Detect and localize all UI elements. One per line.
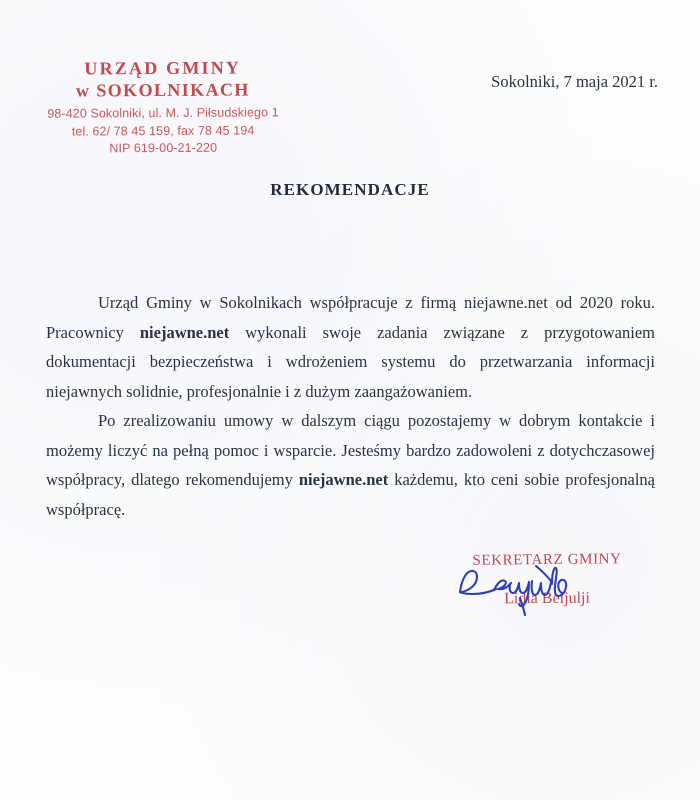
- page-title: REKOMENDACJE: [270, 180, 430, 199]
- signature-name: Lidia Beljulji: [504, 589, 590, 608]
- signature-role: SEKRETARZ GMINY: [472, 551, 622, 569]
- letterhead-phone: tel. 62/ 78 45 159, fax 78 45 194: [71, 123, 255, 139]
- signature-block: [452, 552, 642, 608]
- letterhead-organization-line1: URZĄD GMINY: [84, 57, 242, 79]
- paragraph-1-text-a: Urząd Gminy w Sokolnikach współpracuje z firmą niejawne.net od 2020 roku. Pracownicy: [46, 293, 655, 342]
- document-body: [46, 288, 655, 524]
- paragraph-2-bold-brand: niejawne.net: [298, 470, 389, 489]
- date-line: Sokolniki, 7 maja 2021 r.: [491, 72, 658, 91]
- paragraph-1-bold-brand: niejawne.net: [139, 322, 230, 342]
- letterhead-nip: NIP 619-00-21-220: [109, 140, 218, 156]
- paragraph-2-text-b: każdemu, kto ceni sobie profesjonalną współpracę.: [46, 470, 655, 519]
- letterhead-contact-details: [18, 104, 308, 159]
- letterhead-stamp: [18, 57, 309, 159]
- letterhead-address: 98-420 Sokolniki, ul. M. J. Piłsudskiego 1: [47, 105, 279, 121]
- paragraph-2-text-a: Po zrealizowaniu umowy w dalszym ciągu pozostajemy w dobrym kontakcie i możemy liczyć na pełną pomoc i wsparcie. Jesteśmy bardzo zadowoleni z dotychczasowej współpracy, dlatego rekomendujemy: [46, 411, 655, 489]
- paragraph-1-text-b: wykonali swoje zadania związane z przygotowaniem dokumentacji bezpieczeństwa i wdrożeniem systemu do przetwarzania informacji niejawnych solidnie, profesjonalnie i z dużym zaangażowaniem.: [46, 322, 655, 401]
- paragraph-1: [46, 288, 655, 406]
- letterhead-organization-line2: w SOKOLNIKACH: [75, 79, 250, 101]
- paragraph-2: [46, 406, 655, 524]
